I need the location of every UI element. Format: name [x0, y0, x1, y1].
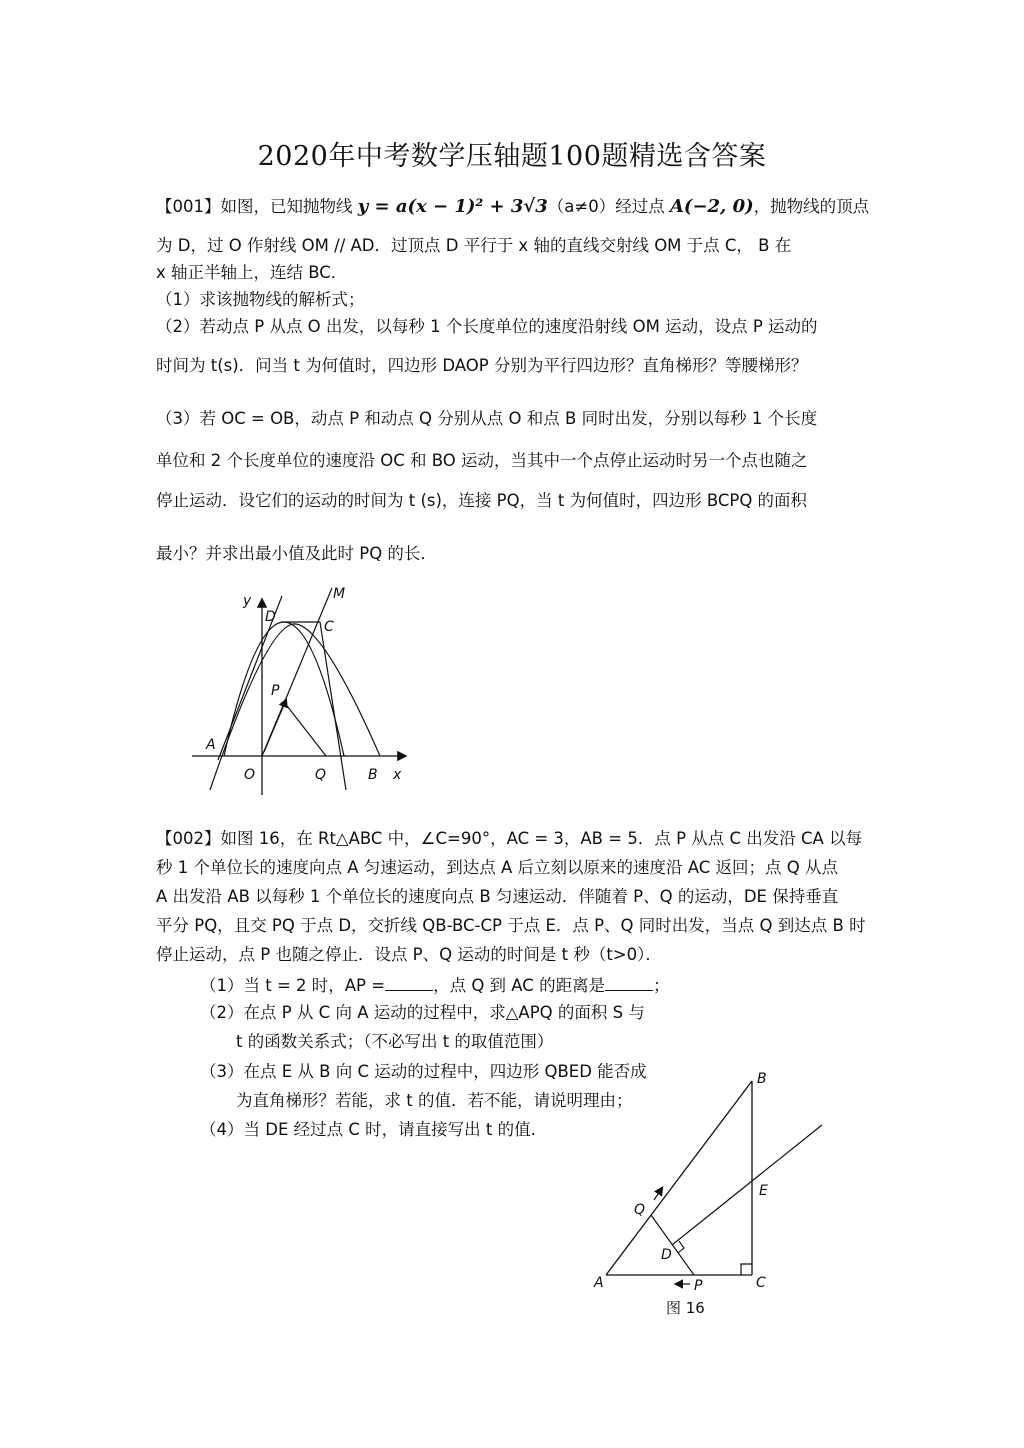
label-q: Q — [634, 1202, 646, 1218]
figure-parabola — [180, 580, 420, 800]
p002-question-3b: 为直角梯形？若能，求 t 的值．若不能，请说明理由； — [236, 1091, 633, 1110]
right-angle-c — [741, 1264, 752, 1275]
parabola-curve — [224, 622, 344, 756]
segment-bc — [320, 622, 346, 790]
arrow-q — [654, 1188, 662, 1200]
p001-line1-lead: 【001】如图，已知抛物线 — [156, 197, 358, 216]
p002-q1-mid: ，点 Q 到 AC 的距离是 — [433, 976, 606, 995]
p001-line3: x 轴正半轴上，连结 BC． — [156, 263, 348, 282]
p002-question-2a: （2）在点 P 从 C 向 A 运动的过程中，求△APQ 的面积 S 与 — [200, 1003, 645, 1022]
p001-equation: y = a(x − 1)² + 3√3 — [357, 196, 548, 217]
label-d: D — [661, 1247, 672, 1263]
label-p: P — [694, 1278, 703, 1294]
label-q: Q — [315, 767, 327, 783]
p002-line4: 平分 PQ，且交 PQ 于点 D，交折线 QB-BC-CP 于点 E．点 P、Q 同时出发，当点 Q 到达点 B 时 — [156, 916, 866, 935]
segment-pq — [284, 702, 326, 756]
figure-16 — [585, 1060, 835, 1325]
p001-question-1: （1）求该抛物线的解析式； — [156, 290, 365, 309]
label-c: C — [756, 1275, 766, 1291]
figure-caption: 图 16 — [666, 1299, 705, 1317]
p001-question-3a: （3）若 OC = OB，动点 P 和动点 Q 分别从点 O 和点 B 同时出发，分别以每秒 1 个长度 — [156, 409, 818, 428]
answer-blank-distance — [605, 976, 653, 991]
p001-question-3b: 单位和 2 个长度单位的速度沿 OC 和 BO 运动，当其中一个点停止运动时另一个点也随之 — [156, 451, 808, 470]
parabola-curve-shifted — [210, 624, 380, 790]
line-de — [672, 1125, 822, 1245]
label-a: A — [206, 737, 216, 753]
p001-line2: 为 D，过 O 作射线 OM // AD．过顶点 D 平行于 x 轴的直线交射线 OM 于点 C， B 在 — [156, 236, 792, 255]
label-x: x — [393, 767, 402, 783]
label-c: C — [324, 619, 334, 635]
p002-line3: A 出发沿 AB 以每秒 1 个单位长的速度向点 B 匀速运动．伴随着 P、Q 的运动，DE 保持垂直 — [156, 887, 839, 906]
label-m: M — [333, 586, 346, 602]
label-o: O — [244, 767, 256, 783]
label-b: B — [368, 767, 378, 783]
p002-line2: 秒 1 个单位长的速度向点 A 匀速运动，到达点 A 后立刻以原来的速度沿 AC 返回；点 Q 从点 — [156, 858, 839, 877]
p002-question-1 — [200, 976, 670, 995]
p002-q1-tail: ； — [653, 976, 670, 995]
p001-question-3c: 停止运动．设它们的运动的时间为 t (s)，连接 PQ，当 t 为何值时，四边形 BCPQ 的面积 — [156, 491, 808, 510]
answer-blank-ap — [385, 976, 433, 991]
p001-line1-mid: （a≠0）经过点 — [547, 197, 670, 216]
p002-line1: 【002】如图 16，在 Rt△ABC 中，∠C=90°，AC = 3，AB = 5．点 P 从点 C 出发沿 CA 以每 — [156, 829, 863, 848]
p001-line1-tail: ，抛物线的顶点 — [753, 197, 870, 216]
label-a: A — [594, 1275, 604, 1291]
side-ab — [606, 1081, 752, 1275]
label-y: y — [243, 593, 252, 609]
arrow-op — [264, 700, 286, 752]
p002-question-4: （4）当 DE 经过点 C 时，请直接写出 t 的值. — [200, 1120, 536, 1139]
right-angle-d — [678, 1241, 684, 1253]
page-title: 2020年中考数学压轴题100题精选含答案 — [257, 141, 767, 172]
label-p: P — [271, 683, 280, 699]
label-e: E — [759, 1183, 768, 1199]
p001-line1 — [156, 198, 869, 216]
p002-q1-lead: （1）当 t = 2 时，AP = — [200, 976, 386, 995]
p001-point-a: A(−2, 0) — [669, 196, 754, 217]
p001-question-2a: （2）若动点 P 从点 O 出发，以每秒 1 个长度单位的速度沿射线 OM 运动，设点 P 运动的 — [156, 317, 818, 336]
p002-line5: 停止运动，点 P 也随之停止．设点 P、Q 运动的时间是 t 秒（t>0）． — [156, 945, 662, 964]
label-b: B — [757, 1071, 767, 1087]
p001-question-2b: 时间为 t(s)．问当 t 为何值时，四边形 DAOP 分别为平行四边形？直角梯形？等腰梯形？ — [156, 356, 808, 375]
label-d: D — [265, 609, 276, 625]
p001-question-3d: 最小？并求出最小值及此时 PQ 的长． — [156, 544, 437, 563]
p002-question-3a: （3）在点 E 从 B 向 C 运动的过程中，四边形 QBED 能否成 — [200, 1062, 647, 1081]
p002-question-2b: t 的函数关系式；（不必写出 t 的取值范围） — [236, 1032, 554, 1051]
